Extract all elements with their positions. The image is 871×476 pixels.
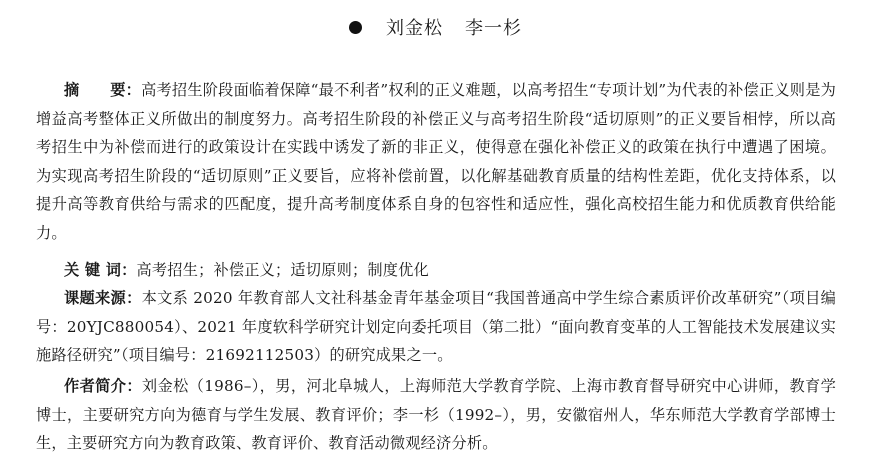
abstract-paragraph xyxy=(36,76,836,247)
author-bio-paragraph xyxy=(36,372,836,458)
bio-label: 作者简介： xyxy=(64,377,142,395)
funding-paragraph xyxy=(36,284,836,370)
funding-text: 本文系 2020 年教育部人文社科基金青年基金项目“我国普通高中学生综合素质评价改革研究”（项目编号：20YJC880054）、2021 年度软科学研究计划定向委托项目（第二批）“面向教育变革的人工智能技术发展建议实施路径研究”（项目编号：21692112503）的研究成果之一。 xyxy=(36,289,836,364)
keywords-paragraph xyxy=(36,256,836,285)
keywords-text: 高考招生；补偿正义；适切原则；制度优化 xyxy=(136,261,429,279)
bio-text: 刘金松（1986–），男，河北阜城人，上海师范大学教育学院、上海市教育督导研究中心讲师，教育学博士，主要研究方向为德育与学生发展、教育评价；李一杉（1992–），男，安徽宿州人，华东师范大学教育学部博士生，主要研究方向为教育政策、教育评价、教育活动微观经济分析。 xyxy=(36,377,837,452)
author-name-1: 刘金松 xyxy=(386,18,443,39)
bullet-dot-icon xyxy=(349,21,362,34)
author-name-2: 李一杉 xyxy=(465,18,522,39)
keywords-label: 关 键 词： xyxy=(64,261,137,279)
abstract-text: 高考招生阶段面临着保障“最不利者”权利的正义难题，以高考招生“专项计划”为代表的补偿正义则是为增益高考整体正义所做出的制度努力。高考招生阶段的补偿正义与高考招生阶段“适切原则”的正义要旨相悖，所以高考招生中为补偿而进行的政策设计在实践中诱发了新的非正义，使得意在强化补偿正义的政策在执行中遭遇了困境。为实现高考招生阶段的“适切原则”正义要旨，应将补偿前置，以化解基础教育质量的结构性差距，优化支持体系，以提升高等教育供给与需求的匹配度，提升高考制度体系自身的包容性和适应性，强化高校招生能力和优质教育供给能力。 xyxy=(36,81,836,242)
author-line xyxy=(0,14,871,44)
funding-label: 课题来源： xyxy=(64,289,142,307)
abstract-label: 摘 要： xyxy=(64,81,142,99)
